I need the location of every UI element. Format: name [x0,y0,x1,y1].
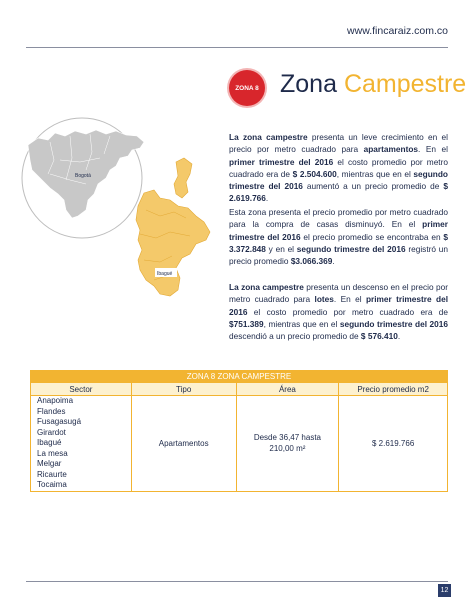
top-divider [26,47,448,48]
tipo-cell: Apartamentos [131,396,236,492]
page-number-badge [438,584,451,597]
header-precio: Precio promedio m2 [339,383,448,396]
title-word-zona: Zona [280,70,337,98]
table-header-row [31,383,448,396]
zone-badge [229,70,265,106]
header-sector: Sector [31,383,132,396]
paragraph-apartamentos: La zona campestre presenta un leve crecimiento en el precio por metro cuadrado para apartamentos. En el primer trimestre del 2016 el costo promedio por metro cuadrado era de $ 2.504.600, mientras que en el segundo trimestre del 2016 aumentó a un precio promedio de $ 2.619.766. [229,132,448,204]
paragraph-lotes: La zona campestre presenta un descenso en el precio por metro cuadrado para lotes. En el primer trimestre del 2016 el costo promedio por metro cuadrado era de $751.389, mientras que en el segundo trimestre del 2016 descendió a un precio promedio de $ 576.410. [229,282,448,342]
sector-item: Fusagasugá [37,417,82,426]
campestre-region-shape [136,190,210,296]
sector-item: Girardot [37,427,66,437]
bottom-divider [26,581,448,582]
sector-item: Tocaima [37,480,67,489]
page-number: 12 [440,587,449,594]
map-label-ibague: Ibagué [157,271,173,277]
map-label-bogota: Bogotá [75,173,91,179]
site-url: www.fincaraiz.com.co [347,25,448,37]
sector-item: Ibagué [37,438,62,447]
region-map [20,100,220,340]
table-title: ZONA 8 ZONA CAMPESTRE [31,371,448,383]
zone-price-table [30,370,448,492]
campestre-north-shape [174,158,192,198]
sector-item: Ricaurte [37,469,67,479]
area-line-2: 210,00 m² [269,444,306,454]
sector-item: Flandes [37,406,66,416]
page-title [280,72,466,97]
sector-item: Melgar [37,459,62,468]
table-title-row [31,371,448,383]
header-tipo: Tipo [131,383,236,396]
precio-cell: $ 2.619.766 [339,396,448,492]
area-cell [236,396,339,492]
zone-badge-label: ZONA 8 [235,84,259,92]
paragraph-casas: Esta zona presenta el precio promedio por metro cuadrado para la compra de casas disminuyó. En el primer trimestre del 2016 el precio promedio se encontraba en $ 3.372.848 y en el segundo trimestre del 2016 registró un precio promedio $3.066.369. [229,207,448,267]
table-row [31,396,448,492]
header-area: Área [236,383,339,396]
sector-item: La mesa [37,448,68,458]
area-line-1: Desde 36,47 hasta [253,433,321,443]
sector-item: Anapoima [37,396,74,405]
title-word-campestre: Campestre [343,70,467,98]
sector-list-cell [31,396,132,492]
